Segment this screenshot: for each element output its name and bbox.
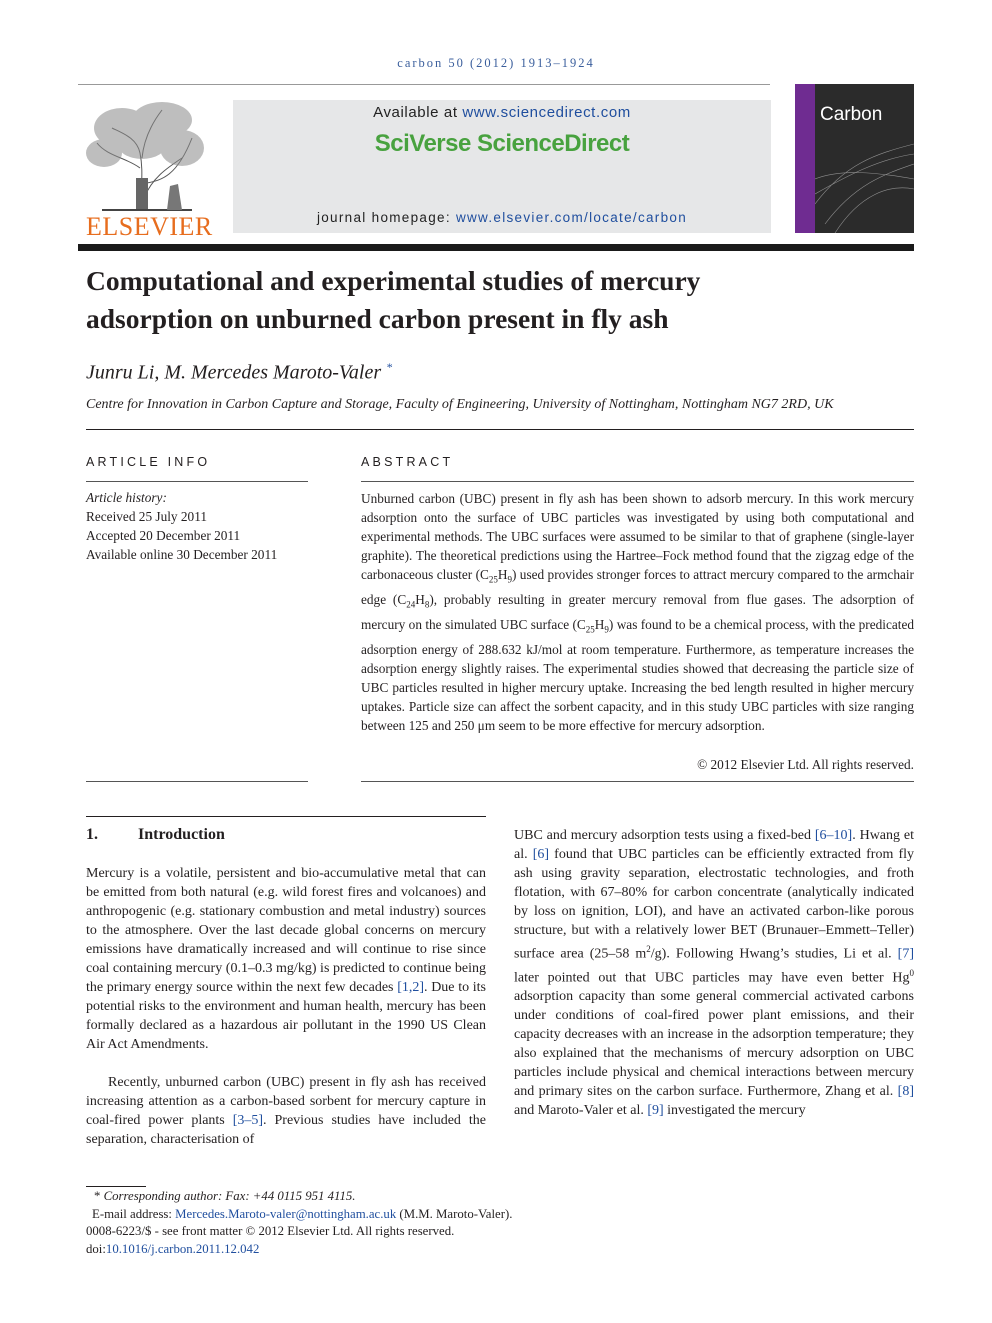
affiliation: Centre for Innovation in Carbon Capture and Storage, Faculty of Engineering, University of Nottingham, Nottingham NG7 2RD, UK (86, 397, 834, 412)
journal-homepage (233, 210, 771, 225)
citation-3-5[interactable]: [3–5] (232, 1113, 264, 1128)
email-label: E-mail address: (92, 1206, 176, 1221)
cover-title: Carbon (820, 104, 883, 125)
homepage-prefix: journal homepage: (316, 210, 456, 225)
citation-8[interactable]: [8] (897, 1084, 914, 1100)
affiliation-rule (86, 429, 914, 430)
footnotes (86, 1188, 512, 1258)
citation-6-10[interactable]: [6–10] (814, 828, 853, 843)
history-received: Received 25 July 2011 (86, 509, 208, 524)
abstract-label: ABSTRACT (361, 455, 454, 469)
masthead-rule (78, 244, 914, 251)
footnote-rule (86, 1186, 146, 1187)
citation-6[interactable]: [6] (532, 847, 550, 862)
corresponding-mark[interactable]: * (386, 360, 393, 374)
section-number: 1. (86, 826, 98, 843)
intro-paragraph-2: Recently, unburned carbon (UBC) present in fly ash has received increasing attention as a carbon-based sorbent for mercury capture in coal-fired power plants [3–5]. Previous studies have included the separation, characterisation of (86, 1075, 486, 1147)
column-top-rule (86, 816, 486, 817)
cover-graphic (815, 84, 914, 233)
intro-paragraph-3: UBC and mercury adsorption tests using a fixed-bed [6–10]. Hwang et al. [6] found that UBC particles can be efficiently extracted from fly ash using gravity separation, electrostatic technologies, and froth flotation, with 67–80% for carbon concentrate (analytically indicated by loss on ignition, LOI), and have an activated carbon-like porous structure, but with a relatively lower BET (Brunauer–Emmett–Teller) surface area (25–58 $m^2/g$). Following Hwang’s studies, Li et al. [7] later pointed out that UBC particles may have even better Hg$^0$ adsorption capacity than some general commercial activated carbons under conditions of coal-fired power plant emissions, and their capacity decreases with an increase in the adsorption temperature; they also explained that the mechanisms of mercury adsorption on UBC particles include physical and chemical interactions between mercury and primary sites on the carbon surface. Furthermore, Zhang et al. [8] and Maroto-Valer et al. [9] investigated the mercury (514, 828, 915, 1119)
email-link[interactable]: Mercedes.Maroto-valer@nottingham.ac.uk (175, 1206, 397, 1221)
article-history (86, 488, 277, 564)
cover-image (815, 84, 914, 233)
footnote-corresponding: * Corresponding author: Fax: +44 0115 951 4115. (94, 1189, 356, 1203)
corresponding-text: Corresponding author: Fax: +44 0115 951 4115. (103, 1189, 356, 1203)
email-suffix: (M.M. Maroto-Valer). (396, 1206, 513, 1221)
authors (86, 360, 392, 385)
section-title: Introduction (138, 826, 225, 843)
header-rule (78, 84, 770, 85)
intro-paragraph-1: Mercury is a volatile, persistent and bio-accumulative metal that can be emitted from both natural (e.g. wild forest fires and volcanoes) and anthropogenic (e.g. stationary combustion and metal industry) sources to the atmosphere. Over the last decade global concerns on mercury emissions have dramatically increased and will continue to rise since coal containing mercury (0.1–0.3 mg/kg) is predicted to continue being the primary energy source within the next few decades [1,2]. Due to its potential risks to the environment and human health, mercury has been formally declared as a hazardous air pollutant in the 1990 US Clean Air Act Amendments. (86, 866, 486, 1052)
author-names: Junru Li, M. Mercedes Maroto-Valer (86, 361, 382, 384)
running-head: carbon 50 (2012) 1913–1924 (397, 56, 595, 70)
elsevier-wordmark: ELSEVIER (86, 212, 213, 241)
journal-cover (795, 84, 914, 233)
citation-9[interactable]: [9] (647, 1103, 664, 1119)
history-online: Available online 30 December 2011 (86, 547, 278, 562)
abstract-copyright: © 2012 Elsevier Ltd. All rights reserved. (697, 757, 914, 772)
abstract-bottom-rule (361, 781, 914, 782)
title-line-2: adsorption on unburned carbon present in fly ash (86, 303, 669, 334)
abstract-rule (361, 481, 914, 482)
article-info-bottom-rule (86, 781, 308, 782)
abstract-text: Unburned carbon (UBC) present in fly ash has been shown to adsorb mercury. In this work mercury adsorption onto the surface of UBC particles was investigated by using both computational and experimental methods. The UBC surfaces were assumed to be similar to that of graphene (single-layer graphite). The theoretical predictions using the Hartree–Fock method found that the zigzag edge of the carbonaceous cluster $(C_{25}H_9)$ used provides stronger forces to attract mercury compared to the armchair edge $(C_{24}H_8)$, probably resulting in greater mercury removal from flue gases. The adsorption of mercury on the simulated UBC surface $(C_{25}H_9)$ was found to be a chemical process, with the predicated adsorption energy of 288.632 kJ/mol at room temperature. Furthermore, as temperature increases the adsorption energy slightly raises. The experimental studies showed that decreasing the particle size of UBC particles resulted in higher mercury uptake. Increasing the bed length resulted in higher mercury uptakes. Particle size can affect the sorbent capacity, and in this study UBC particles with size ranging between 125 and 250 μm seem to be more effective for mercury adsorption. (361, 491, 914, 733)
sciencedirect-link[interactable]: www.sciencedirect.com (462, 104, 631, 121)
journal-homepage-link[interactable]: www.elsevier.com/locate/carbon (455, 210, 688, 225)
article-title (86, 262, 906, 338)
doi-label: doi: (86, 1241, 106, 1256)
citation-7[interactable]: [7] (897, 946, 914, 962)
doi-link[interactable]: 10.1016/j.carbon.2011.12.042 (105, 1241, 260, 1256)
available-prefix: Available at (373, 104, 463, 121)
footnote-doi (86, 1241, 512, 1259)
title-line-1: Computational and experimental studies of mercury (86, 265, 701, 296)
article-info-label: ARTICLE INFO (86, 455, 211, 469)
footnote-email (86, 1206, 512, 1224)
history-heading: Article history: (86, 490, 167, 505)
history-accepted: Accepted 20 December 2011 (86, 528, 241, 543)
section-heading (86, 826, 225, 844)
available-at (233, 104, 771, 121)
article-info-rule (86, 481, 308, 482)
sciverse-brand: SciVerse ScienceDirect (374, 130, 630, 157)
footnote-issn: 0008-6223/$ - see front matter © 2012 Elsevier Ltd. All rights reserved. (86, 1224, 455, 1238)
citation-1-2[interactable]: [1,2] (397, 980, 425, 995)
